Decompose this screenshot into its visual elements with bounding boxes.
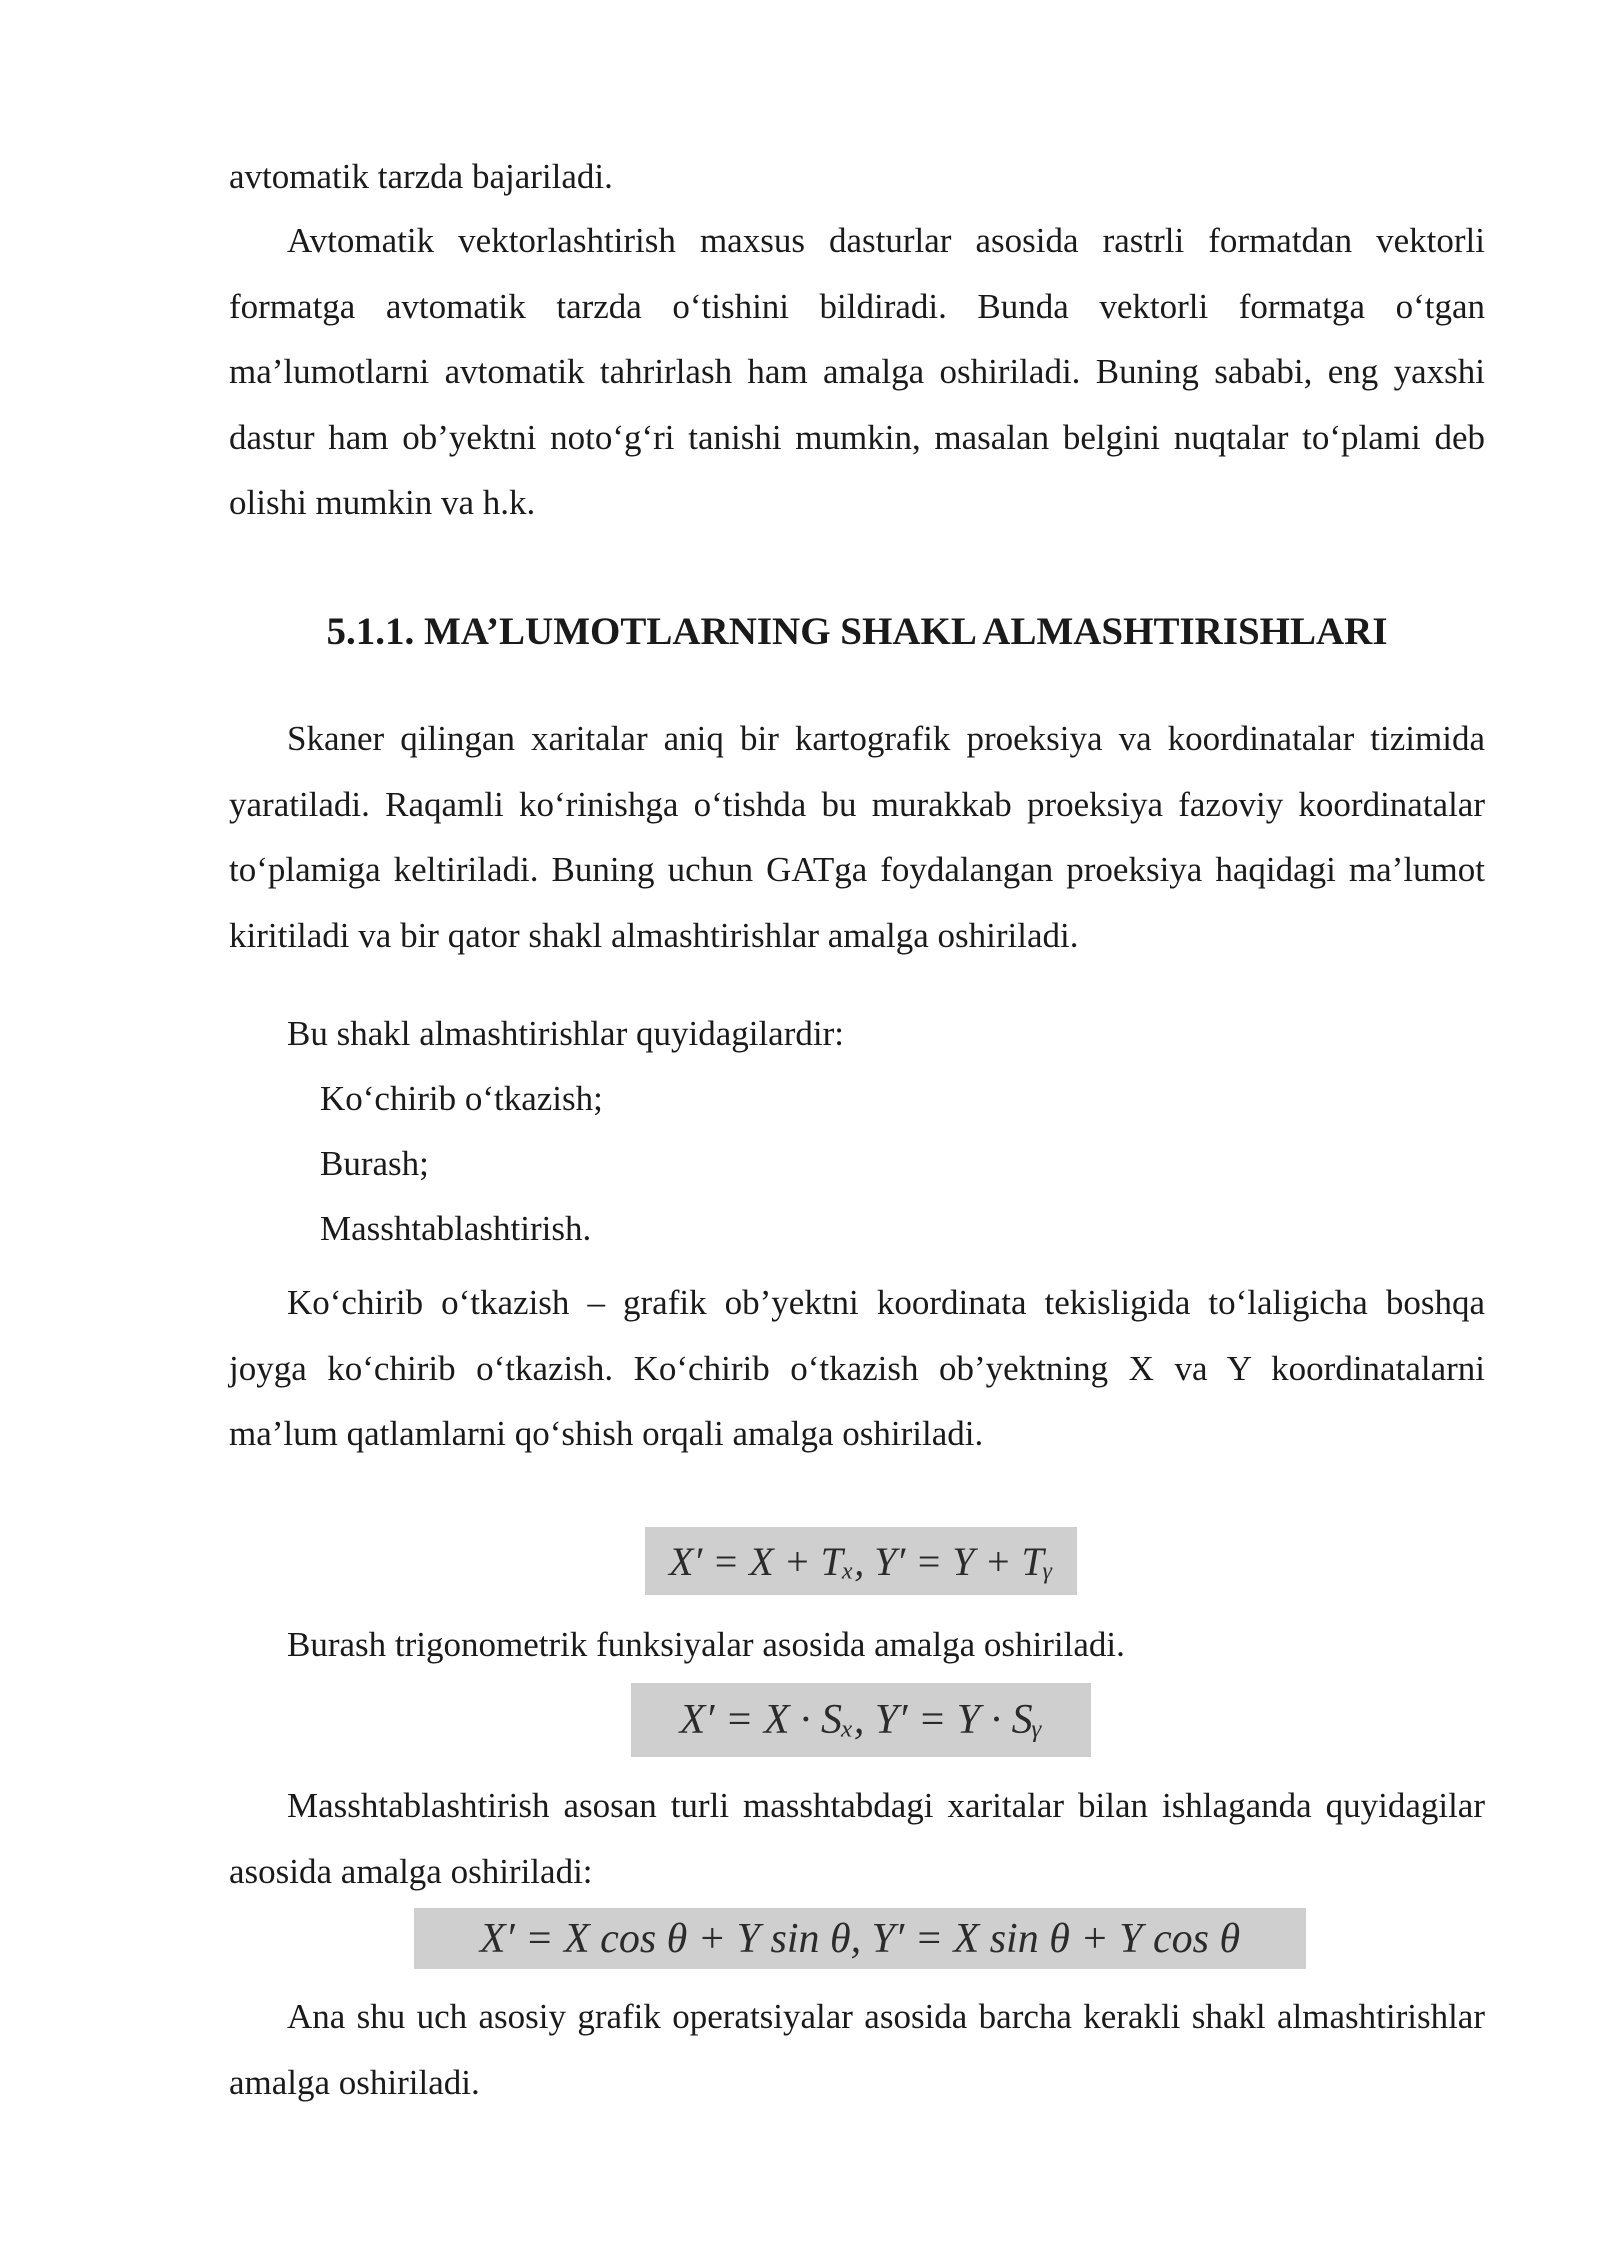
formula-translation: X′ = X + Tₓ, Y′ = Y + Tᵧ	[645, 1527, 1077, 1595]
paragraph-rotation: Burash trigonometrik funksiyalar asosida amalga oshiriladi.	[287, 1625, 1125, 1664]
list-item: Masshtablashtirish.	[320, 1209, 592, 1248]
paragraph-scaling: Masshtablashtirish asosan turli masshtabdagi xaritalar bilan ishlaganda quyidagilar asosida amalga oshiriladi:	[229, 1786, 1485, 1891]
list-item: Ko‘chirib o‘tkazish;	[320, 1079, 603, 1118]
formula-scaling: X′ = X · Sₓ, Y′ = Y · Sᵧ	[631, 1683, 1091, 1757]
section-heading: 5.1.1. MA’LUMOTLARNING SHAKL ALMASHTIRISHLARI	[326, 610, 1388, 653]
formula-rotation: X′ = X cos θ + Y sin θ, Y′ = X sin θ + Y cos θ	[414, 1908, 1306, 1969]
paragraph-translation-definition: Ko‘chirib o‘tkazish – grafik ob’yektni koordinata tekisligida to‘laligicha boshqa joyga ko‘chirib o‘tkazish. Ko‘chirib o‘tkazish ob’yektning X va Y koordinatalarni ma’lum qatlamlarni qo‘shish orqali amalga oshiriladi.	[229, 1283, 1485, 1453]
paragraph-auto-vectorization: Avtomatik vektorlashtirish maxsus dasturlar asosida rastrli formatdan vektorli formatga avtomatik tarzda o‘tishini bildiradi. Bunda vektorli formatga o‘tgan ma’lumotlarni avtomatik tahrirlash ham amalga oshiriladi. Buning sababi, eng yaxshi dastur ham ob’yektni noto‘g‘ri tanishi mumkin, masalan belgini nuqtalar to‘plami deb olishi mumkin va h.k.	[229, 221, 1485, 522]
paragraph-continuation: avtomatik tarzda bajariladi.	[229, 157, 613, 196]
paragraph-conclusion: Ana shu uch asosiy grafik operatsiyalar asosida barcha kerakli shakl almashtirishlar amalga oshiriladi.	[229, 1997, 1485, 2102]
paragraph-transform-list-intro: Bu shakl almashtirishlar quyidagilardir:	[287, 1014, 844, 1053]
paragraph-scanned-maps: Skaner qilingan xaritalar aniq bir kartografik proeksiya va koordinatalar tizimida yaratiladi. Raqamli ko‘rinishga o‘tishda bu murakkab proeksiya fazoviy koordinatalar to‘plamiga keltiriladi. Buning uchun GATga foydalangan proeksiya haqidagi ma’lumot kiritiladi va bir qator shakl almashtirishlar amalga oshiriladi.	[229, 719, 1485, 955]
list-item: Burash;	[320, 1144, 429, 1183]
